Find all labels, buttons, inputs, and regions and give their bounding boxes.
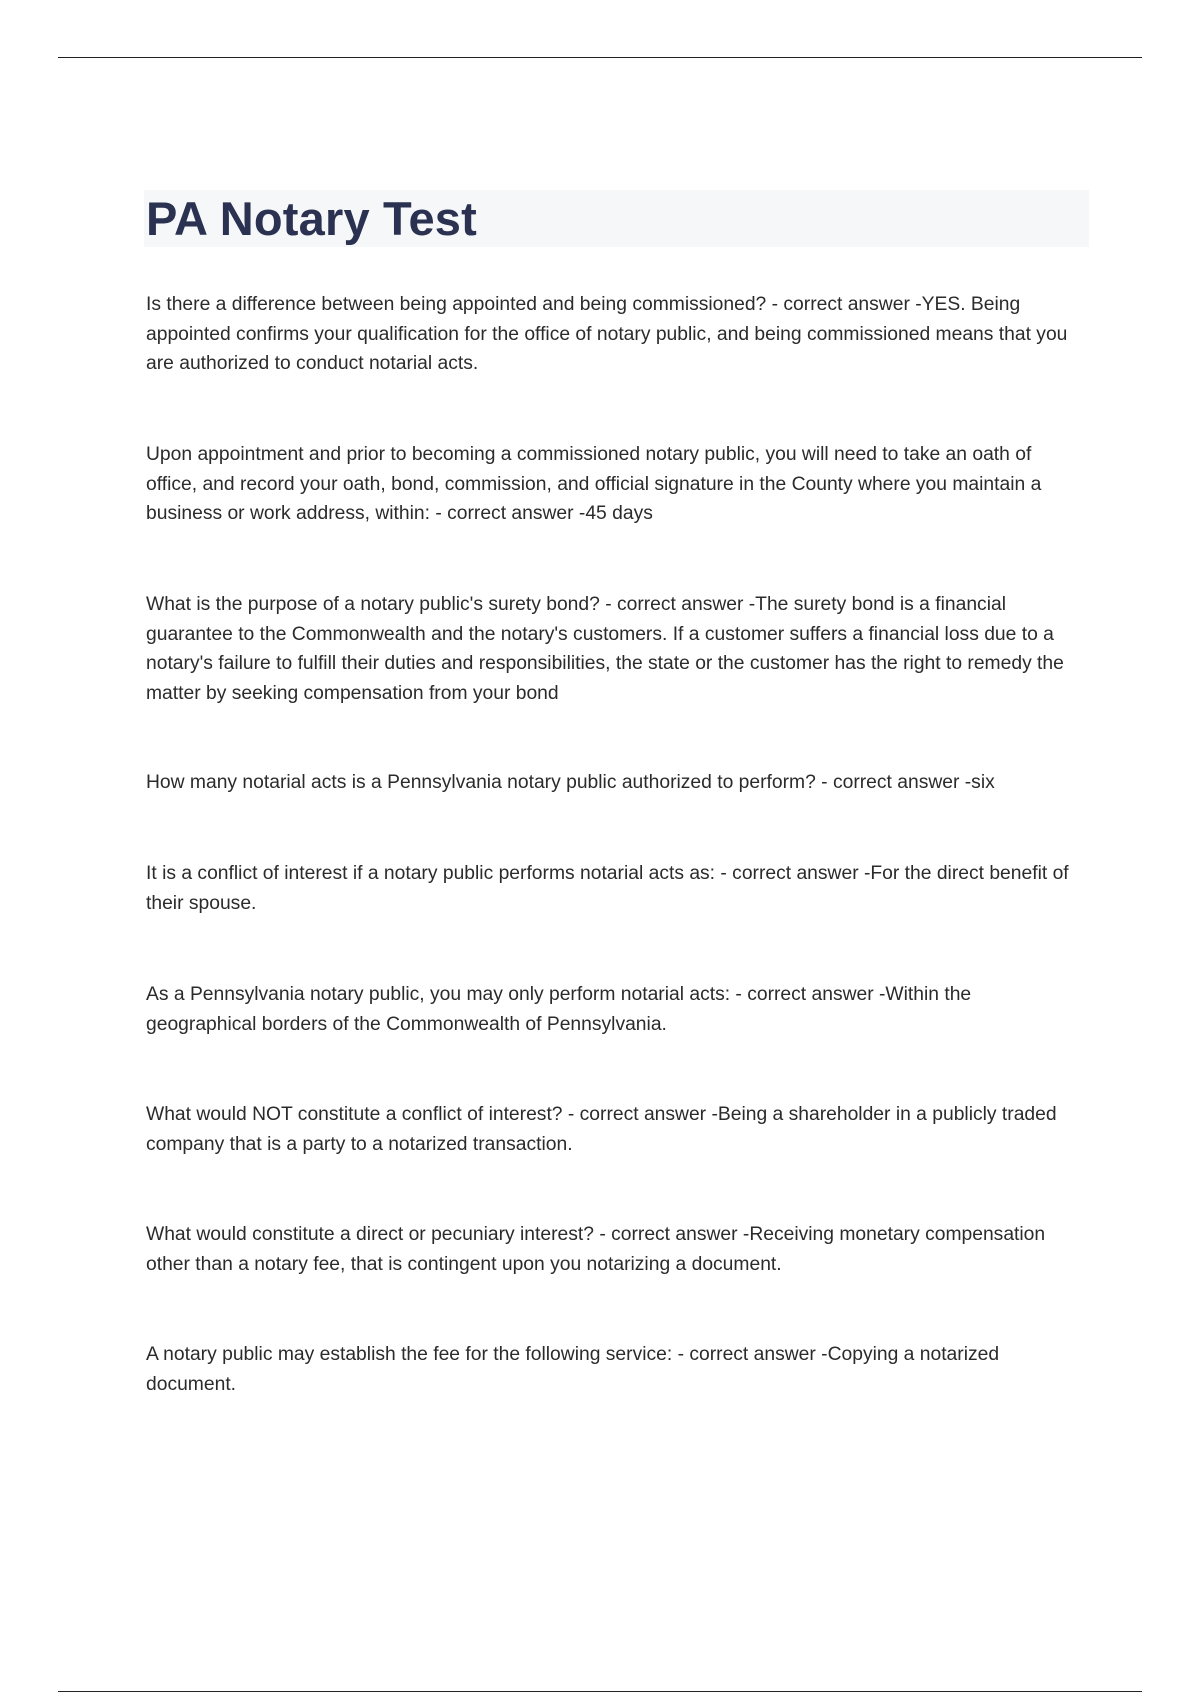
qa-item-appointed-vs-commissioned: Is there a difference between being appointed and being commissioned? - correct answer -YES. Being appointed confirms your qualification for the office of notary public, and being commissioned means that you are authorized to conduct notarial acts. (146, 294, 1068, 374)
qa-item-geographical-borders: As a Pennsylvania notary public, you may only perform notarial acts: - correct answer -Within the geographical borders of the Commonwealth of Pennsylvania. (146, 984, 972, 1035)
qa-item-fee-copying: A notary public may establish the fee for the following service: - correct answer -Copying a notarized document. (146, 1344, 1000, 1395)
qa-item-pecuniary-interest: What would constitute a direct or pecuniary interest? - correct answer -Receiving monetary compensation other than a notary fee, that is contingent upon you notarizing a document. (146, 1224, 1046, 1275)
qa-item-not-conflict-shareholder: What would NOT constitute a conflict of interest? - correct answer -Being a shareholder in a publicly traded company that is a party to a notarized transaction. (146, 1104, 1057, 1155)
qa-item-number-of-notarial-acts: How many notarial acts is a Pennsylvania notary public authorized to perform? - correct answer -six (146, 772, 995, 793)
qa-item-surety-bond-purpose: What is the purpose of a notary public's surety bond? - correct answer -The surety bond is a financial guarantee to the Commonwealth and the notary's customers. If a customer suffers a financial loss due to a notary's failure to fulfill their duties and responsibilities, the state or the customer has the right to remedy the matter by seeking compensation from your bond (146, 594, 1064, 704)
footer-rule (58, 1691, 1142, 1692)
page-title: PA Notary Test (146, 192, 477, 245)
qa-item-oath-recording-deadline: Upon appointment and prior to becoming a commissioned notary public, you will need to take an oath of office, and record your oath, bond, commission, and official signature in the County where you maintain a business or work address, within: - correct answer -45 days (146, 444, 1042, 524)
qa-item-conflict-spouse: It is a conflict of interest if a notary public performs notarial acts as: - correct answer -For the direct benefit of their spouse. (146, 863, 1069, 914)
